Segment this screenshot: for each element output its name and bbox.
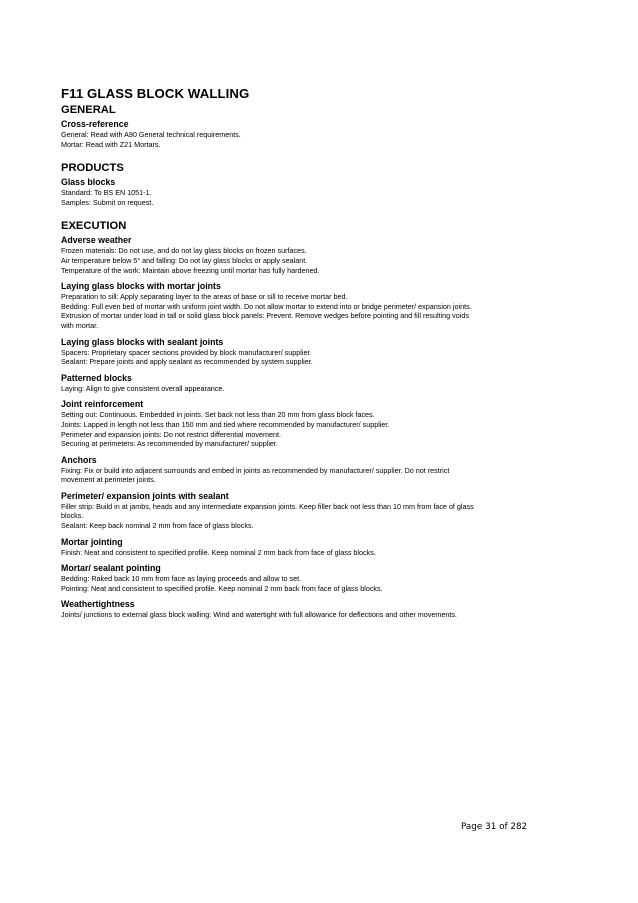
clause-heading: Patterned blocks — [61, 372, 132, 383]
clause-text-line: with mortar. — [61, 320, 99, 330]
clause-text-line: Laying: Align to give consistent overall appearance. — [61, 383, 225, 393]
clause-text-line: Bedding: Raked back 10 mm from face as laying proceeds and allow to set. — [61, 574, 302, 584]
clause-heading: Laying glass blocks with mortar joints — [61, 281, 221, 292]
clause-text-line: Mortar: Read with Z21 Mortars. — [61, 139, 161, 149]
section — [61, 219, 581, 620]
clause-text-line: Sealant: Prepare joints and apply sealant as recommended by system supplier. — [61, 357, 313, 367]
clause-heading: Mortar jointing — [61, 536, 123, 547]
section-heading: PRODUCTS — [61, 162, 124, 175]
clause — [61, 281, 581, 330]
clause-text-line: Extrusion of mortar under load in tall or solid glass block panels: Prevent. Remove wedges before pointing and fill resulting voids — [61, 311, 469, 321]
clause-heading: Cross-reference — [61, 119, 129, 129]
clause-text-line: Perimeter and expansion joints: Do not restrict differential movement. — [61, 429, 281, 439]
clause-heading: Perimeter/ expansion joints with sealant — [61, 490, 229, 501]
clause-text-line: Spacers: Proprietary spacer sections provided by block manufacturer/ supplier. — [61, 347, 312, 357]
clause-text-line: Samples: Submit on request. — [61, 197, 154, 207]
clause — [61, 537, 581, 558]
clause-heading: Anchors — [61, 454, 97, 465]
clause — [61, 177, 581, 207]
section-heading: EXECUTION — [61, 220, 127, 233]
clause-heading: Joint reinforcement — [61, 399, 144, 410]
clause-text-line: Preparation to sill: Apply separating layer to the areas of base or sill to receive mortar bed. — [61, 292, 348, 302]
clause-text-line: Filler strip: Build in at jambs, heads and any intermediate expansion joints. Keep filler back not less than 10 mm from face of glass — [61, 501, 474, 511]
clause-text-line: Bedding: Full even bed of mortar with uniform joint width. Do not allow mortar to extend into or bridge perimeter/ expansion joints. — [61, 301, 472, 311]
clause-heading: Adverse weather — [61, 235, 132, 246]
clause-text-line: Joints/ junctions to external glass block walling: Wind and watertight with full allowance for deflections and other movements. — [61, 610, 457, 620]
section — [61, 103, 581, 149]
clause-text-line: Standard: To BS EN 1051-1. — [61, 188, 152, 198]
clause-text-line: Air temperature below 5° and falling: Do not lay glass blocks or apply sealant. — [61, 255, 308, 265]
clause — [61, 235, 581, 275]
clause-heading: Weathertightness — [61, 599, 135, 610]
section — [61, 161, 581, 207]
document-body — [61, 86, 581, 620]
document-title: F11 GLASS BLOCK WALLING — [61, 86, 250, 101]
clause — [61, 563, 581, 593]
clause-text-line: Sealant: Keep back nominal 2 mm from face of glass blocks. — [61, 521, 254, 531]
clause-text-line: Finish: Neat and consistent to specified profile. Keep nominal 2 mm back from face of glass blocks. — [61, 547, 376, 557]
clause-text-line: blocks. — [61, 511, 84, 521]
clause-text-line: Securing at perimeters: As recommended by manufacturer/ supplier. — [61, 439, 278, 449]
clause — [61, 455, 581, 485]
clause-heading: Laying glass blocks with sealant joints — [61, 336, 224, 347]
clause-text-line: Pointing: Neat and consistent to specified profile. Keep nominal 2 mm back from face of glass blocks. — [61, 583, 383, 593]
clause-heading: Glass blocks — [61, 177, 116, 188]
page-number: Page 31 of 282 — [461, 822, 528, 832]
section-list — [61, 103, 581, 620]
clause-text-line: Setting out: Continuous. Embedded in joints. Set back not less than 20 mm from glass block faces. — [61, 410, 375, 420]
clause — [61, 399, 581, 448]
clause — [61, 599, 581, 620]
clause-text-line: Temperature of the work: Maintain above freezing until mortar has fully hardened. — [61, 265, 320, 275]
clause — [61, 491, 581, 531]
clause-text-line: Joints: Lapped in length not less than 150 mm and tied where recommended by manufacturer/ supplier. — [61, 419, 390, 429]
clause — [61, 119, 581, 149]
clause — [61, 337, 581, 367]
clause-text-line: movement at perimeter joints. — [61, 475, 156, 485]
clause-text-line: Frozen materials: Do not use, and do not lay glass blocks on frozen surfaces. — [61, 246, 307, 256]
clause-text-line: General: Read with A90 General technical requirements. — [61, 130, 241, 139]
clause-text-line: Fixing: Fix or build into adjacent surrounds and embed in joints as recommended by manufacturer/ supplier. Do not restrict — [61, 465, 450, 475]
clause — [61, 373, 581, 394]
section-heading: GENERAL — [61, 104, 116, 116]
clause-heading: Mortar/ sealant pointing — [61, 563, 161, 574]
